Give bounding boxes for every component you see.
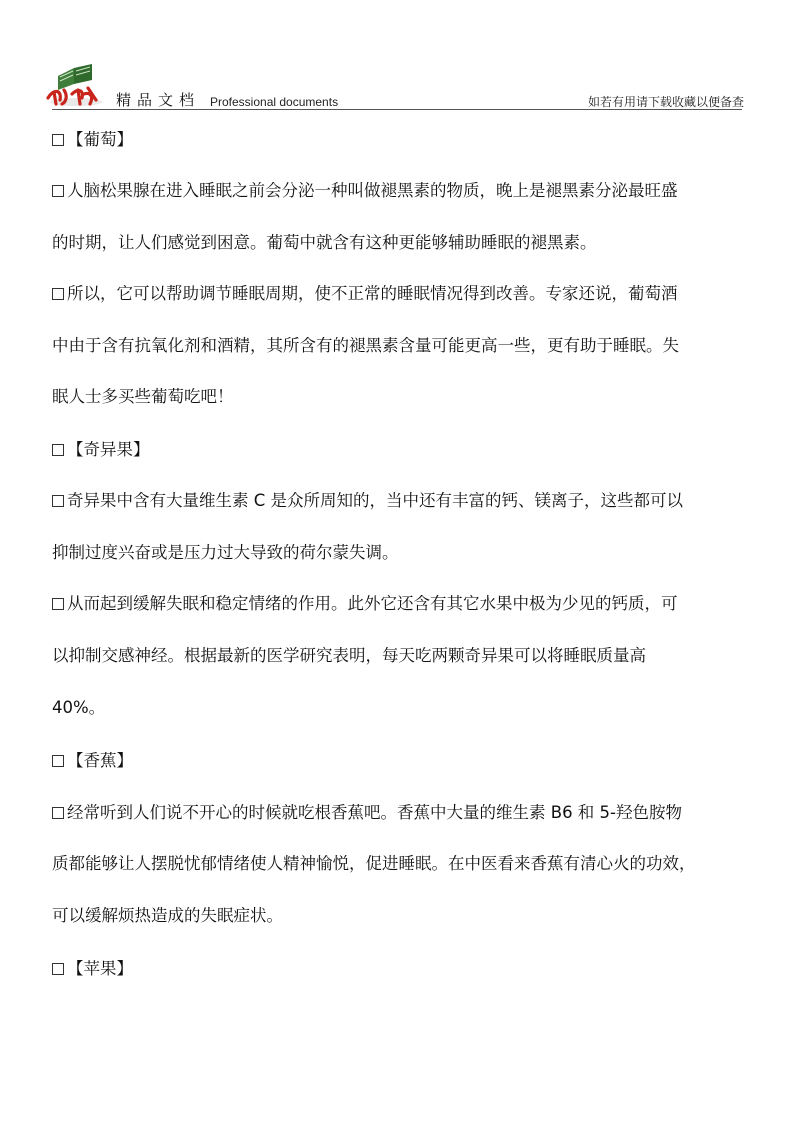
header-divider [52,109,742,110]
page-header [0,0,794,112]
brand-title: 精品文档 [116,91,201,109]
bullet-box-icon [52,755,64,767]
bullet-box-icon [52,598,64,610]
paragraph-line: 眠人士多买些葡萄吃吧！ [52,387,234,406]
paragraph-line: 人脑松果腺在进入睡眠之前会分泌一种叫做褪黑素的物质，晚上是褪黑素分泌最旺盛 [52,179,678,203]
bullet-box-icon [52,288,64,300]
book-logo-icon [44,54,104,108]
paragraph-line: 奇异果中含有大量维生素 C 是众所周知的，当中还有丰富的钙、镁离子，这些都可以 [52,489,683,513]
paragraph-line: 中由于含有抗氧化剂和酒精，其所含有的褪黑素含量可能更高一些，更有助于睡眠。失 [52,336,679,355]
bullet-box-icon [52,963,64,975]
paragraph-line: 经常听到人们说不开心的时候就吃根香蕉吧。香蕉中大量的维生素 B6 和 5-羟色胺物 [52,801,682,825]
bullet-box-icon [52,495,64,507]
bullet-box-icon [52,444,64,456]
bullet-box-icon [52,807,64,819]
section-heading: 【苹果】 [52,957,133,981]
paragraph-line: 可以缓解烦热造成的失眠症状。 [52,906,283,925]
zhishi-logo [44,54,104,108]
paragraph-line: 的时期，让人们感觉到困意。葡萄中就含有这种更能够辅助睡眠的褪黑素。 [52,233,597,252]
paragraph-line: 以抑制交感神经。根据最新的医学研究表明，每天吃两颗奇异果可以将睡眠质量高 [52,646,646,665]
paragraph-line: 40%。 [52,698,106,717]
paragraph-line: 质都能够让人摆脱忧郁情绪使人精神愉悦，促进睡眠。在中医看来香蕉有清心火的功效， [52,854,696,873]
bullet-box-icon [52,134,64,146]
header-note: 如若有用请下载收藏以便备查 [587,95,744,109]
paragraph-line: 抑制过度兴奋或是压力过大导致的荷尔蒙失调。 [52,543,399,562]
paragraph-line: 从而起到缓解失眠和稳定情绪的作用。此外它还含有其它水果中极为少见的钙质，可 [52,592,678,616]
section-heading: 【香蕉】 [52,749,133,773]
section-heading: 【奇异果】 [52,438,150,462]
paragraph-line: 所以，它可以帮助调节睡眠周期，使不正常的睡眠情况得到改善。专家还说，葡萄酒 [52,282,678,306]
bullet-box-icon [52,185,64,197]
section-heading: 【葡萄】 [52,128,133,152]
brand-subtitle: Professional documents [210,95,339,109]
